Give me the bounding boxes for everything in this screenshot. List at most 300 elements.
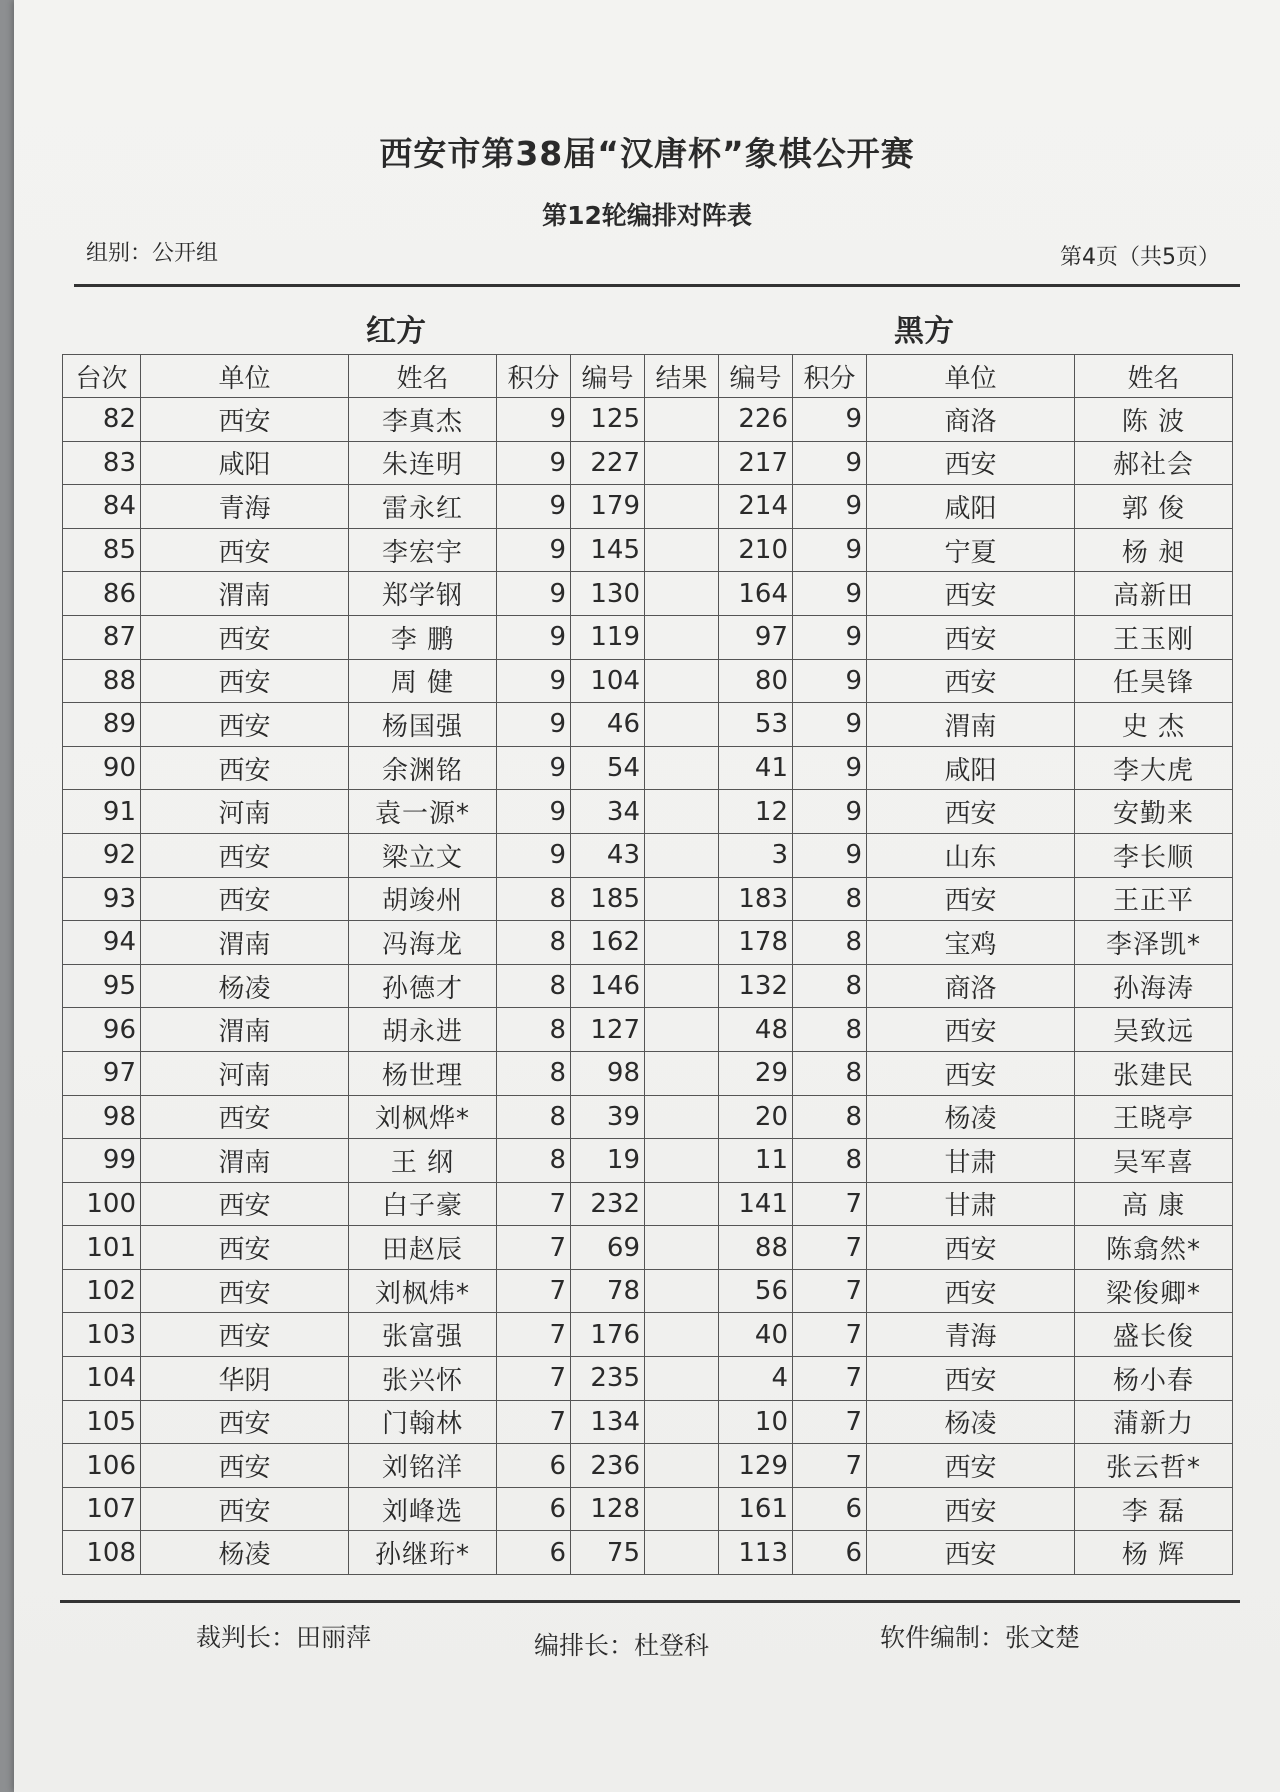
col-header-black-id: 编号 xyxy=(719,355,793,398)
board-number-cell: 84 xyxy=(63,485,141,529)
result-cell xyxy=(645,1400,719,1444)
black-score-cell: 9 xyxy=(793,528,867,572)
red-score-cell: 8 xyxy=(497,1051,571,1095)
black-score-cell: 9 xyxy=(793,659,867,703)
black-unit-cell: 渭南 xyxy=(867,703,1075,747)
red-id-cell: 236 xyxy=(571,1444,645,1488)
table-row xyxy=(63,441,1233,485)
red-name-cell: 王 纲 xyxy=(349,1139,497,1183)
black-unit-cell: 西安 xyxy=(867,1008,1075,1052)
red-name-cell: 朱连明 xyxy=(349,441,497,485)
black-name-cell: 张云哲* xyxy=(1075,1444,1233,1488)
result-cell xyxy=(645,921,719,965)
board-number-cell: 82 xyxy=(63,398,141,442)
black-score-cell: 8 xyxy=(793,877,867,921)
red-score-cell: 8 xyxy=(497,964,571,1008)
red-unit-cell: 西安 xyxy=(141,528,349,572)
red-name-cell: 雷永红 xyxy=(349,485,497,529)
red-unit-cell: 渭南 xyxy=(141,1139,349,1183)
red-id-cell: 54 xyxy=(571,746,645,790)
red-id-cell: 78 xyxy=(571,1269,645,1313)
black-name-cell: 张建民 xyxy=(1075,1051,1233,1095)
black-score-cell: 8 xyxy=(793,964,867,1008)
table-row xyxy=(63,659,1233,703)
red-id-cell: 235 xyxy=(571,1357,645,1401)
col-header-red-name: 姓名 xyxy=(349,355,497,398)
round-subtitle: 第12轮编排对阵表 xyxy=(542,201,752,230)
col-header-red-unit: 单位 xyxy=(141,355,349,398)
red-name-cell: 余渊铭 xyxy=(349,746,497,790)
red-name-cell: 胡永进 xyxy=(349,1008,497,1052)
red-name-cell: 田赵辰 xyxy=(349,1226,497,1270)
board-number-cell: 88 xyxy=(63,659,141,703)
black-unit-cell: 青海 xyxy=(867,1313,1075,1357)
black-id-cell: 164 xyxy=(719,572,793,616)
red-id-cell: 128 xyxy=(571,1487,645,1531)
result-cell xyxy=(645,572,719,616)
result-cell xyxy=(645,1226,719,1270)
black-name-cell: 高 康 xyxy=(1075,1182,1233,1226)
board-number-cell: 101 xyxy=(63,1226,141,1270)
red-id-cell: 134 xyxy=(571,1400,645,1444)
red-score-cell: 9 xyxy=(497,833,571,877)
red-score-cell: 9 xyxy=(497,659,571,703)
red-unit-cell: 西安 xyxy=(141,398,349,442)
red-unit-cell: 西安 xyxy=(141,1487,349,1531)
black-id-cell: 40 xyxy=(719,1313,793,1357)
red-unit-cell: 渭南 xyxy=(141,921,349,965)
red-unit-cell: 西安 xyxy=(141,1226,349,1270)
result-cell xyxy=(645,964,719,1008)
black-name-cell: 任昊锋 xyxy=(1075,659,1233,703)
board-number-cell: 96 xyxy=(63,1008,141,1052)
black-score-cell: 7 xyxy=(793,1182,867,1226)
black-score-cell: 9 xyxy=(793,703,867,747)
red-name-cell: 刘枫炜* xyxy=(349,1269,497,1313)
red-side-heading: 红方 xyxy=(366,314,426,349)
board-number-cell: 93 xyxy=(63,877,141,921)
red-unit-cell: 华阴 xyxy=(141,1357,349,1401)
red-id-cell: 46 xyxy=(571,703,645,747)
board-number-cell: 104 xyxy=(63,1357,141,1401)
red-name-cell: 门翰林 xyxy=(349,1400,497,1444)
red-id-cell: 75 xyxy=(571,1531,645,1575)
black-name-cell: 王玉刚 xyxy=(1075,615,1233,659)
black-name-cell: 郝社会 xyxy=(1075,441,1233,485)
table-row xyxy=(63,528,1233,572)
result-cell xyxy=(645,1313,719,1357)
result-cell xyxy=(645,746,719,790)
board-number-cell: 98 xyxy=(63,1095,141,1139)
red-unit-cell: 西安 xyxy=(141,877,349,921)
black-unit-cell: 西安 xyxy=(867,1226,1075,1270)
board-number-cell: 99 xyxy=(63,1139,141,1183)
black-id-cell: 12 xyxy=(719,790,793,834)
black-name-cell: 王晓亭 xyxy=(1075,1095,1233,1139)
black-id-cell: 3 xyxy=(719,833,793,877)
black-name-cell: 陈翕然* xyxy=(1075,1226,1233,1270)
red-name-cell: 孙德才 xyxy=(349,964,497,1008)
black-score-cell: 9 xyxy=(793,615,867,659)
red-score-cell: 9 xyxy=(497,572,571,616)
black-score-cell: 6 xyxy=(793,1531,867,1575)
red-name-cell: 刘峰选 xyxy=(349,1487,497,1531)
red-score-cell: 6 xyxy=(497,1444,571,1488)
table-row xyxy=(63,1313,1233,1357)
board-number-cell: 94 xyxy=(63,921,141,965)
black-id-cell: 48 xyxy=(719,1008,793,1052)
board-number-cell: 87 xyxy=(63,615,141,659)
black-unit-cell: 杨凌 xyxy=(867,1400,1075,1444)
black-unit-cell: 西安 xyxy=(867,877,1075,921)
table-row xyxy=(63,1008,1233,1052)
black-score-cell: 7 xyxy=(793,1313,867,1357)
red-unit-cell: 西安 xyxy=(141,1313,349,1357)
col-header-black-name: 姓名 xyxy=(1075,355,1233,398)
result-cell xyxy=(645,441,719,485)
red-id-cell: 162 xyxy=(571,921,645,965)
red-score-cell: 9 xyxy=(497,485,571,529)
black-name-cell: 吴致远 xyxy=(1075,1008,1233,1052)
red-name-cell: 杨国强 xyxy=(349,703,497,747)
black-name-cell: 杨小春 xyxy=(1075,1357,1233,1401)
black-name-cell: 李 磊 xyxy=(1075,1487,1233,1531)
document-title: 西安市第38届“汉唐杯”象棋公开赛 xyxy=(379,134,915,173)
red-id-cell: 185 xyxy=(571,877,645,921)
table-header-row xyxy=(63,355,1233,398)
result-cell xyxy=(645,877,719,921)
board-number-cell: 91 xyxy=(63,790,141,834)
red-unit-cell: 河南 xyxy=(141,790,349,834)
result-cell xyxy=(645,1182,719,1226)
red-score-cell: 7 xyxy=(497,1182,571,1226)
pairing-table xyxy=(62,354,1233,1575)
red-score-cell: 7 xyxy=(497,1226,571,1270)
col-header-result: 结果 xyxy=(645,355,719,398)
red-id-cell: 98 xyxy=(571,1051,645,1095)
red-score-cell: 8 xyxy=(497,877,571,921)
black-unit-cell: 西安 xyxy=(867,1444,1075,1488)
black-unit-cell: 咸阳 xyxy=(867,485,1075,529)
red-unit-cell: 西安 xyxy=(141,615,349,659)
red-score-cell: 9 xyxy=(497,615,571,659)
board-number-cell: 108 xyxy=(63,1531,141,1575)
table-row xyxy=(63,1095,1233,1139)
black-id-cell: 178 xyxy=(719,921,793,965)
table-row xyxy=(63,1487,1233,1531)
black-id-cell: 129 xyxy=(719,1444,793,1488)
red-name-cell: 梁立文 xyxy=(349,833,497,877)
black-id-cell: 20 xyxy=(719,1095,793,1139)
black-unit-cell: 西安 xyxy=(867,441,1075,485)
red-name-cell: 白子豪 xyxy=(349,1182,497,1226)
black-score-cell: 8 xyxy=(793,1139,867,1183)
red-unit-cell: 西安 xyxy=(141,1400,349,1444)
red-id-cell: 19 xyxy=(571,1139,645,1183)
red-unit-cell: 西安 xyxy=(141,1444,349,1488)
board-number-cell: 103 xyxy=(63,1313,141,1357)
black-score-cell: 8 xyxy=(793,1051,867,1095)
black-score-cell: 6 xyxy=(793,1487,867,1531)
black-unit-cell: 宁夏 xyxy=(867,528,1075,572)
black-name-cell: 盛长俊 xyxy=(1075,1313,1233,1357)
black-id-cell: 97 xyxy=(719,615,793,659)
black-id-cell: 4 xyxy=(719,1357,793,1401)
red-score-cell: 7 xyxy=(497,1400,571,1444)
red-id-cell: 179 xyxy=(571,485,645,529)
table-row xyxy=(63,1226,1233,1270)
black-unit-cell: 西安 xyxy=(867,1051,1075,1095)
black-unit-cell: 山东 xyxy=(867,833,1075,877)
black-name-cell: 吴军喜 xyxy=(1075,1139,1233,1183)
table-row xyxy=(63,833,1233,877)
black-id-cell: 11 xyxy=(719,1139,793,1183)
board-number-cell: 85 xyxy=(63,528,141,572)
black-unit-cell: 西安 xyxy=(867,572,1075,616)
black-score-cell: 7 xyxy=(793,1226,867,1270)
red-id-cell: 104 xyxy=(571,659,645,703)
red-id-cell: 39 xyxy=(571,1095,645,1139)
result-cell xyxy=(645,790,719,834)
result-cell xyxy=(645,1531,719,1575)
black-id-cell: 214 xyxy=(719,485,793,529)
black-score-cell: 7 xyxy=(793,1269,867,1313)
table-row xyxy=(63,703,1233,747)
black-unit-cell: 甘肃 xyxy=(867,1139,1075,1183)
table-row xyxy=(63,615,1233,659)
black-id-cell: 226 xyxy=(719,398,793,442)
black-score-cell: 9 xyxy=(793,833,867,877)
table-row xyxy=(63,1269,1233,1313)
black-id-cell: 10 xyxy=(719,1400,793,1444)
result-cell xyxy=(645,615,719,659)
red-id-cell: 130 xyxy=(571,572,645,616)
black-name-cell: 王正平 xyxy=(1075,877,1233,921)
board-number-cell: 90 xyxy=(63,746,141,790)
red-name-cell: 刘铭洋 xyxy=(349,1444,497,1488)
black-name-cell: 安勤来 xyxy=(1075,790,1233,834)
result-cell xyxy=(645,398,719,442)
result-cell xyxy=(645,659,719,703)
black-side-heading: 黑方 xyxy=(894,314,954,349)
black-name-cell: 梁俊卿* xyxy=(1075,1269,1233,1313)
result-cell xyxy=(645,1051,719,1095)
page-indicator: 第4页（共5页） xyxy=(1060,245,1220,270)
black-score-cell: 9 xyxy=(793,790,867,834)
black-id-cell: 113 xyxy=(719,1531,793,1575)
black-score-cell: 9 xyxy=(793,441,867,485)
red-name-cell: 张兴怀 xyxy=(349,1357,497,1401)
col-header-red-score: 积分 xyxy=(497,355,571,398)
board-number-cell: 86 xyxy=(63,572,141,616)
header-divider xyxy=(74,284,1240,287)
result-cell xyxy=(645,703,719,747)
red-score-cell: 8 xyxy=(497,1095,571,1139)
black-unit-cell: 宝鸡 xyxy=(867,921,1075,965)
black-score-cell: 8 xyxy=(793,1008,867,1052)
red-unit-cell: 咸阳 xyxy=(141,441,349,485)
red-id-cell: 146 xyxy=(571,964,645,1008)
red-unit-cell: 西安 xyxy=(141,703,349,747)
red-id-cell: 145 xyxy=(571,528,645,572)
black-score-cell: 9 xyxy=(793,572,867,616)
result-cell xyxy=(645,1487,719,1531)
red-unit-cell: 杨凌 xyxy=(141,1531,349,1575)
board-number-cell: 102 xyxy=(63,1269,141,1313)
result-cell xyxy=(645,528,719,572)
table-row xyxy=(63,1444,1233,1488)
black-id-cell: 217 xyxy=(719,441,793,485)
black-score-cell: 8 xyxy=(793,921,867,965)
black-unit-cell: 西安 xyxy=(867,1531,1075,1575)
black-id-cell: 132 xyxy=(719,964,793,1008)
red-name-cell: 杨世理 xyxy=(349,1051,497,1095)
black-unit-cell: 西安 xyxy=(867,1487,1075,1531)
result-cell xyxy=(645,1008,719,1052)
black-id-cell: 29 xyxy=(719,1051,793,1095)
table-row xyxy=(63,877,1233,921)
black-name-cell: 蒲新力 xyxy=(1075,1400,1233,1444)
table-row xyxy=(63,921,1233,965)
table-row xyxy=(63,964,1233,1008)
red-score-cell: 8 xyxy=(497,1008,571,1052)
board-number-cell: 95 xyxy=(63,964,141,1008)
red-score-cell: 9 xyxy=(497,790,571,834)
black-name-cell: 李泽凯* xyxy=(1075,921,1233,965)
board-number-cell: 97 xyxy=(63,1051,141,1095)
board-number-cell: 100 xyxy=(63,1182,141,1226)
red-unit-cell: 西安 xyxy=(141,1182,349,1226)
black-id-cell: 161 xyxy=(719,1487,793,1531)
red-name-cell: 李宏宇 xyxy=(349,528,497,572)
result-cell xyxy=(645,1357,719,1401)
black-id-cell: 88 xyxy=(719,1226,793,1270)
black-id-cell: 183 xyxy=(719,877,793,921)
red-unit-cell: 青海 xyxy=(141,485,349,529)
result-cell xyxy=(645,485,719,529)
red-id-cell: 176 xyxy=(571,1313,645,1357)
black-id-cell: 141 xyxy=(719,1182,793,1226)
red-name-cell: 刘枫烨* xyxy=(349,1095,497,1139)
red-unit-cell: 杨凌 xyxy=(141,964,349,1008)
black-unit-cell: 西安 xyxy=(867,1269,1075,1313)
table-row xyxy=(63,1531,1233,1575)
table-row xyxy=(63,746,1233,790)
black-unit-cell: 西安 xyxy=(867,1357,1075,1401)
result-cell xyxy=(645,1095,719,1139)
black-name-cell: 高新田 xyxy=(1075,572,1233,616)
black-id-cell: 41 xyxy=(719,746,793,790)
black-name-cell: 杨 辉 xyxy=(1075,1531,1233,1575)
table-row xyxy=(63,1051,1233,1095)
table-row xyxy=(63,1182,1233,1226)
black-score-cell: 7 xyxy=(793,1357,867,1401)
red-name-cell: 郑学钢 xyxy=(349,572,497,616)
group-label: 组别：公开组 xyxy=(86,241,219,266)
black-name-cell: 史 杰 xyxy=(1075,703,1233,747)
black-unit-cell: 商洛 xyxy=(867,964,1075,1008)
red-unit-cell: 西安 xyxy=(141,1269,349,1313)
red-score-cell: 9 xyxy=(497,528,571,572)
red-id-cell: 227 xyxy=(571,441,645,485)
red-unit-cell: 渭南 xyxy=(141,572,349,616)
red-name-cell: 李真杰 xyxy=(349,398,497,442)
black-name-cell: 孙海涛 xyxy=(1075,964,1233,1008)
result-cell xyxy=(645,1444,719,1488)
red-name-cell: 孙继珩* xyxy=(349,1531,497,1575)
black-score-cell: 9 xyxy=(793,398,867,442)
red-unit-cell: 河南 xyxy=(141,1051,349,1095)
footer-divider xyxy=(60,1600,1240,1603)
black-score-cell: 7 xyxy=(793,1400,867,1444)
board-number-cell: 107 xyxy=(63,1487,141,1531)
black-unit-cell: 甘肃 xyxy=(867,1182,1075,1226)
black-score-cell: 8 xyxy=(793,1095,867,1139)
red-score-cell: 9 xyxy=(497,703,571,747)
black-score-cell: 7 xyxy=(793,1444,867,1488)
red-name-cell: 张富强 xyxy=(349,1313,497,1357)
red-score-cell: 7 xyxy=(497,1269,571,1313)
black-score-cell: 9 xyxy=(793,746,867,790)
red-unit-cell: 西安 xyxy=(141,1095,349,1139)
black-unit-cell: 商洛 xyxy=(867,398,1075,442)
board-number-cell: 83 xyxy=(63,441,141,485)
black-name-cell: 杨 昶 xyxy=(1075,528,1233,572)
red-score-cell: 7 xyxy=(497,1313,571,1357)
table-row xyxy=(63,1357,1233,1401)
col-header-red-id: 编号 xyxy=(571,355,645,398)
red-id-cell: 125 xyxy=(571,398,645,442)
result-cell xyxy=(645,1139,719,1183)
table-row xyxy=(63,572,1233,616)
black-name-cell: 陈 波 xyxy=(1075,398,1233,442)
red-name-cell: 李 鹏 xyxy=(349,615,497,659)
board-number-cell: 106 xyxy=(63,1444,141,1488)
black-unit-cell: 西安 xyxy=(867,659,1075,703)
col-header-board: 台次 xyxy=(63,355,141,398)
software-author: 软件编制：张文楚 xyxy=(880,1623,1081,1652)
red-id-cell: 43 xyxy=(571,833,645,877)
board-number-cell: 92 xyxy=(63,833,141,877)
black-name-cell: 李长顺 xyxy=(1075,833,1233,877)
black-id-cell: 210 xyxy=(719,528,793,572)
red-unit-cell: 西安 xyxy=(141,659,349,703)
result-cell xyxy=(645,833,719,877)
black-unit-cell: 西安 xyxy=(867,615,1075,659)
black-name-cell: 郭 俊 xyxy=(1075,485,1233,529)
table-row xyxy=(63,485,1233,529)
red-score-cell: 6 xyxy=(497,1487,571,1531)
table-row xyxy=(63,398,1233,442)
black-id-cell: 53 xyxy=(719,703,793,747)
table-row xyxy=(63,790,1233,834)
red-score-cell: 8 xyxy=(497,1139,571,1183)
red-score-cell: 9 xyxy=(497,441,571,485)
red-unit-cell: 渭南 xyxy=(141,1008,349,1052)
red-id-cell: 232 xyxy=(571,1182,645,1226)
red-name-cell: 周 健 xyxy=(349,659,497,703)
board-number-cell: 105 xyxy=(63,1400,141,1444)
red-score-cell: 9 xyxy=(497,746,571,790)
red-score-cell: 6 xyxy=(497,1531,571,1575)
black-id-cell: 56 xyxy=(719,1269,793,1313)
table-row xyxy=(63,1139,1233,1183)
red-name-cell: 袁一源* xyxy=(349,790,497,834)
col-header-black-unit: 单位 xyxy=(867,355,1075,398)
board-number-cell: 89 xyxy=(63,703,141,747)
black-id-cell: 80 xyxy=(719,659,793,703)
result-cell xyxy=(645,1269,719,1313)
